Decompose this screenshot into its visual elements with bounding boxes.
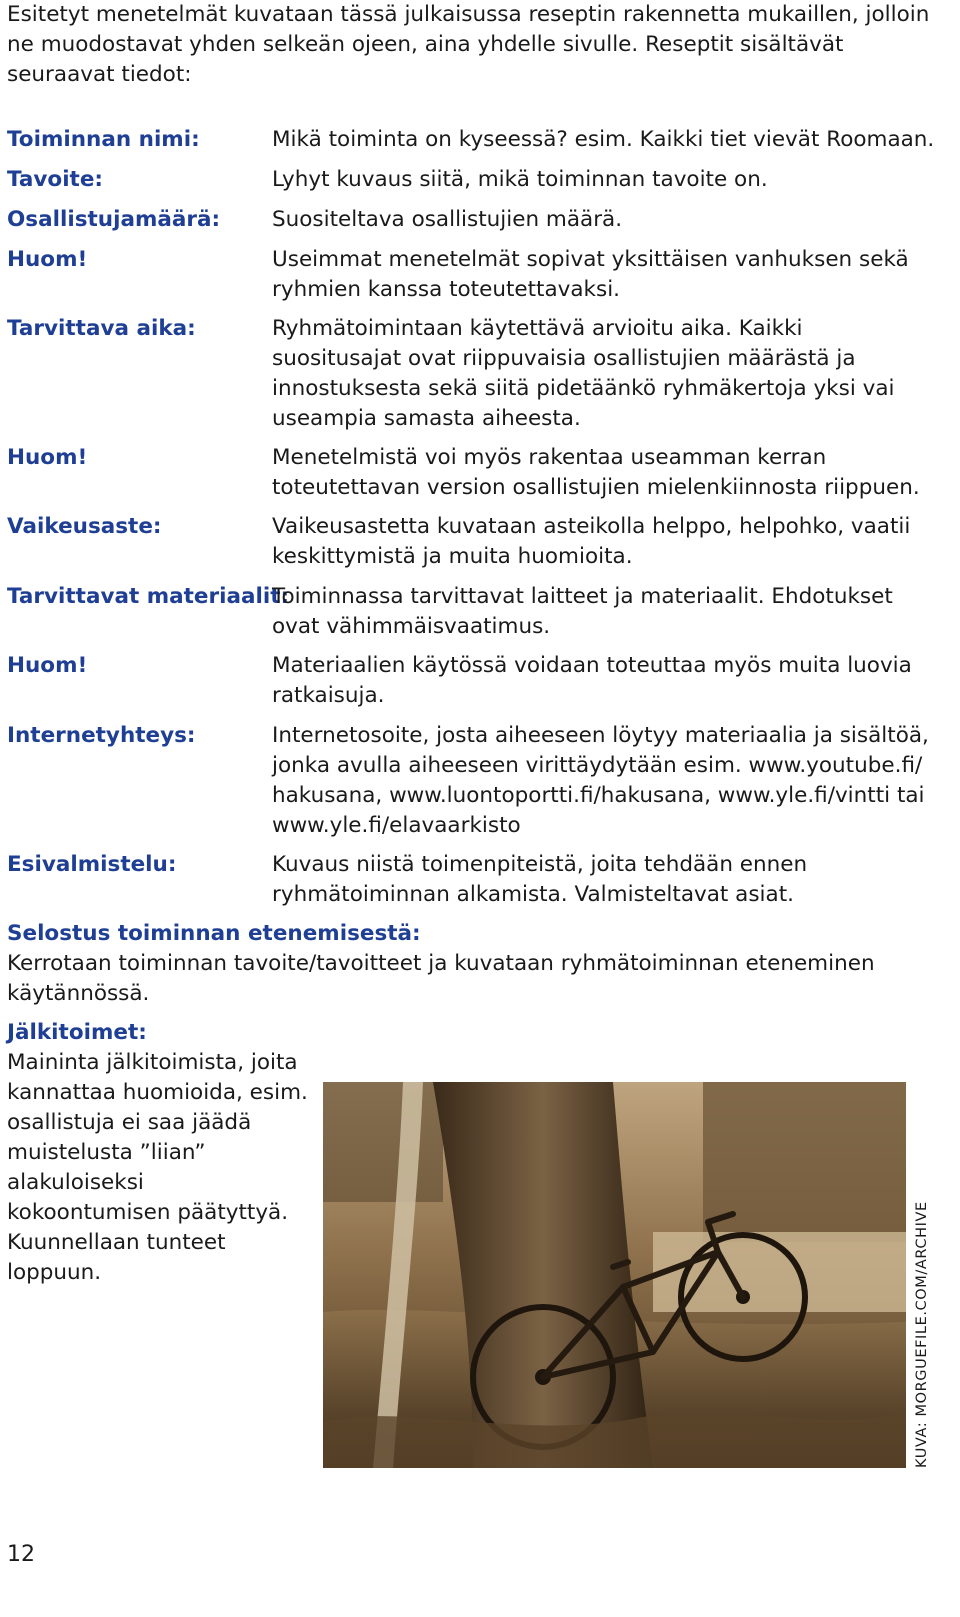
field-value: Useimmat menetelmät sopivat yksittäisen vanhuksen sekä ryhmien kanssa toteutettavaksi. bbox=[272, 247, 909, 302]
field-value: Kuvaus niistä toimenpiteistä, joita tehdään ennen ryhmätoiminnan alkamista. Valmisteltavat asiat. bbox=[272, 852, 808, 907]
field-row-toiminnan-nimi bbox=[7, 125, 937, 155]
field-row-esivalmistelu bbox=[7, 850, 937, 910]
field-value: Menetelmistä voi myös rakentaa useamman kerran toteutettavan version osallistujien mielenkiinnosta riippuen. bbox=[272, 445, 920, 500]
field-value: Suositeltava osallistujien määrä. bbox=[272, 207, 623, 232]
field-label: Vaikeusaste: bbox=[7, 514, 162, 539]
field-row-internetyhteys bbox=[7, 721, 937, 841]
field-value: Internetosoite, josta aiheeseen löytyy materiaalia ja sisältöä, jonka avulla aiheeseen virittäydytään esim. www.youtube.fi/ hakusana, www.luontoportti.fi/hakusana, www.yle.fi/vintti tai www.yle.fi/elavaarkisto bbox=[272, 723, 929, 838]
jalkitoimet-heading: Jälkitoimet: bbox=[7, 1020, 147, 1045]
field-row-osallistujamaara bbox=[7, 205, 937, 235]
field-row-vaikeusaste bbox=[7, 512, 937, 572]
field-label: Huom! bbox=[7, 445, 88, 470]
field-value: Lyhyt kuvaus siitä, mikä toiminnan tavoite on. bbox=[272, 167, 768, 192]
page-number: 12 bbox=[7, 1542, 35, 1567]
field-value: Materiaalien käytössä voidaan toteuttaa myös muita luovia ratkaisuja. bbox=[272, 653, 912, 708]
field-row-huom-2 bbox=[7, 443, 937, 503]
selostus-text: Kerrotaan toiminnan tavoite/tavoitteet ja kuvataan ryhmätoiminnan eteneminen käytännössä. bbox=[7, 951, 875, 1006]
field-label: Tarvittava aika: bbox=[7, 316, 196, 341]
field-label: Tarvittavat materiaalit: bbox=[7, 584, 290, 609]
jalkitoimet-text: Maininta jälkitoimista, joita kannattaa huomioida, esim. osallistuja ei saa jäädä muistelusta ”liian” alakuloiseksi kokoontumisen päätyttyä. Kuunnellaan tunteet loppuun. bbox=[7, 1050, 308, 1285]
field-row-tarvittavat-materiaalit bbox=[7, 582, 937, 642]
field-label: Tavoite: bbox=[7, 167, 104, 192]
bicycle-photo bbox=[323, 1082, 906, 1468]
field-label: Internetyhteys: bbox=[7, 723, 196, 748]
field-label: Huom! bbox=[7, 653, 88, 678]
field-row-tavoite bbox=[7, 165, 937, 195]
field-label: Toiminnan nimi: bbox=[7, 127, 200, 152]
field-row-tarvittava-aika bbox=[7, 314, 937, 434]
field-value: Ryhmätoimintaan käytettävä arvioitu aika. Kaikki suositusajat ovat riippuvaisia osallistujien määrästä ja innostuksesta sekä siitä pidetäänkö ryhmäkertoja yksi vai useampia samasta aiheesta. bbox=[272, 316, 895, 431]
selostus-heading: Selostus toiminnan etenemisestä: bbox=[7, 921, 421, 946]
field-value: Mikä toiminta on kyseessä? esim. Kaikki tiet vievät Roomaan. bbox=[272, 127, 935, 152]
field-label: Osallistujamäärä: bbox=[7, 207, 221, 232]
field-value: Toiminnassa tarvittavat laitteet ja materiaalit. Ehdotukset ovat vähimmäisvaatimus. bbox=[272, 584, 893, 639]
photo-credit: KUVA: MORGUEFILE.COM/ARCHIVE bbox=[914, 1201, 930, 1468]
field-label: Huom! bbox=[7, 247, 88, 272]
field-value: Vaikeusastetta kuvataan asteikolla helppo, helpohko, vaatii keskittymistä ja muita huomioita. bbox=[272, 514, 911, 569]
field-row-huom-1 bbox=[7, 245, 937, 305]
field-label: Esivalmistelu: bbox=[7, 852, 177, 877]
field-row-huom-3 bbox=[7, 651, 937, 711]
intro-paragraph: Esitetyt menetelmät kuvataan tässä julkaisussa reseptin rakennetta mukaillen, jolloin ne muodostavat yhden selkeän ojeen, aina yhdelle sivulle. Reseptit sisältävät seuraavat tiedot: bbox=[7, 2, 930, 87]
